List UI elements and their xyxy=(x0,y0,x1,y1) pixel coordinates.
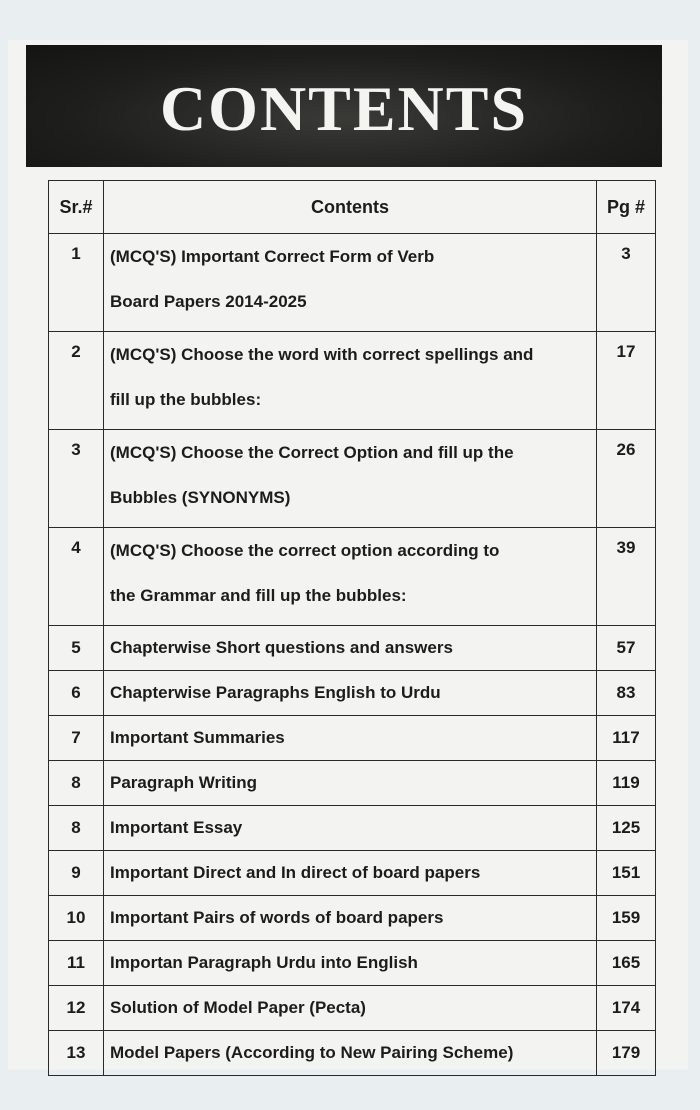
row-page: 57 xyxy=(597,626,656,671)
row-sr: 6 xyxy=(49,671,104,716)
table-header-row xyxy=(49,181,656,234)
row-title: Important Summaries xyxy=(104,716,597,761)
row-title-line1: (MCQ'S) Choose the Correct Option and fill up the xyxy=(110,443,514,462)
row-title: Chapterwise Paragraphs English to Urdu xyxy=(104,671,597,716)
row-page: 165 xyxy=(597,941,656,986)
table-row xyxy=(49,234,656,332)
row-page: 3 xyxy=(597,234,656,332)
row-title: Paragraph Writing xyxy=(104,761,597,806)
row-sr: 3 xyxy=(49,430,104,528)
row-page: 179 xyxy=(597,1031,656,1076)
row-page: 151 xyxy=(597,851,656,896)
header-pg: Pg # xyxy=(597,181,656,234)
table-row xyxy=(49,671,656,716)
row-sr: 8 xyxy=(49,806,104,851)
table-row xyxy=(49,332,656,430)
row-title: Model Papers (According to New Pairing Scheme) xyxy=(104,1031,597,1076)
row-title-line2: fill up the bubbles: xyxy=(110,390,262,409)
row-page: 174 xyxy=(597,986,656,1031)
row-sr: 1 xyxy=(49,234,104,332)
header-contents: Contents xyxy=(104,181,597,234)
table-row xyxy=(49,941,656,986)
table-row xyxy=(49,1031,656,1076)
table-row xyxy=(49,716,656,761)
row-title: Important Pairs of words of board papers xyxy=(104,896,597,941)
row-sr: 8 xyxy=(49,761,104,806)
row-title xyxy=(104,430,597,528)
row-sr: 2 xyxy=(49,332,104,430)
contents-table xyxy=(48,180,656,1076)
table-row xyxy=(49,806,656,851)
row-title-line1: (MCQ'S) Important Correct Form of Verb xyxy=(110,247,435,266)
row-page: 159 xyxy=(597,896,656,941)
row-page: 83 xyxy=(597,671,656,716)
row-sr: 5 xyxy=(49,626,104,671)
row-sr: 7 xyxy=(49,716,104,761)
table-row xyxy=(49,761,656,806)
row-title xyxy=(104,528,597,626)
table-row xyxy=(49,626,656,671)
row-page: 125 xyxy=(597,806,656,851)
row-title: Solution of Model Paper (Pecta) xyxy=(104,986,597,1031)
table-row xyxy=(49,851,656,896)
row-title-line1: (MCQ'S) Choose the correct option according to xyxy=(110,541,500,560)
row-title: Chapterwise Short questions and answers xyxy=(104,626,597,671)
row-page: 17 xyxy=(597,332,656,430)
table-row xyxy=(49,430,656,528)
row-title xyxy=(104,332,597,430)
row-sr: 10 xyxy=(49,896,104,941)
row-title: Important Direct and In direct of board papers xyxy=(104,851,597,896)
row-title: Important Essay xyxy=(104,806,597,851)
row-page: 119 xyxy=(597,761,656,806)
row-title xyxy=(104,234,597,332)
row-sr: 11 xyxy=(49,941,104,986)
row-title-line2: the Grammar and fill up the bubbles: xyxy=(110,586,407,605)
row-title-line2: Board Papers 2014-2025 xyxy=(110,292,307,311)
row-sr: 13 xyxy=(49,1031,104,1076)
row-sr: 4 xyxy=(49,528,104,626)
contents-banner xyxy=(26,45,662,167)
table-row xyxy=(49,896,656,941)
banner-title: CONTENTS xyxy=(159,73,529,144)
row-sr: 9 xyxy=(49,851,104,896)
row-title: Importan Paragraph Urdu into English xyxy=(104,941,597,986)
row-title-line2: Bubbles (SYNONYMS) xyxy=(110,488,291,507)
row-page: 26 xyxy=(597,430,656,528)
header-sr: Sr.# xyxy=(49,181,104,234)
row-title-line1: (MCQ'S) Choose the word with correct spellings and xyxy=(110,345,534,364)
row-page: 39 xyxy=(597,528,656,626)
row-sr: 12 xyxy=(49,986,104,1031)
row-page: 117 xyxy=(597,716,656,761)
table-row xyxy=(49,528,656,626)
table-row xyxy=(49,986,656,1031)
